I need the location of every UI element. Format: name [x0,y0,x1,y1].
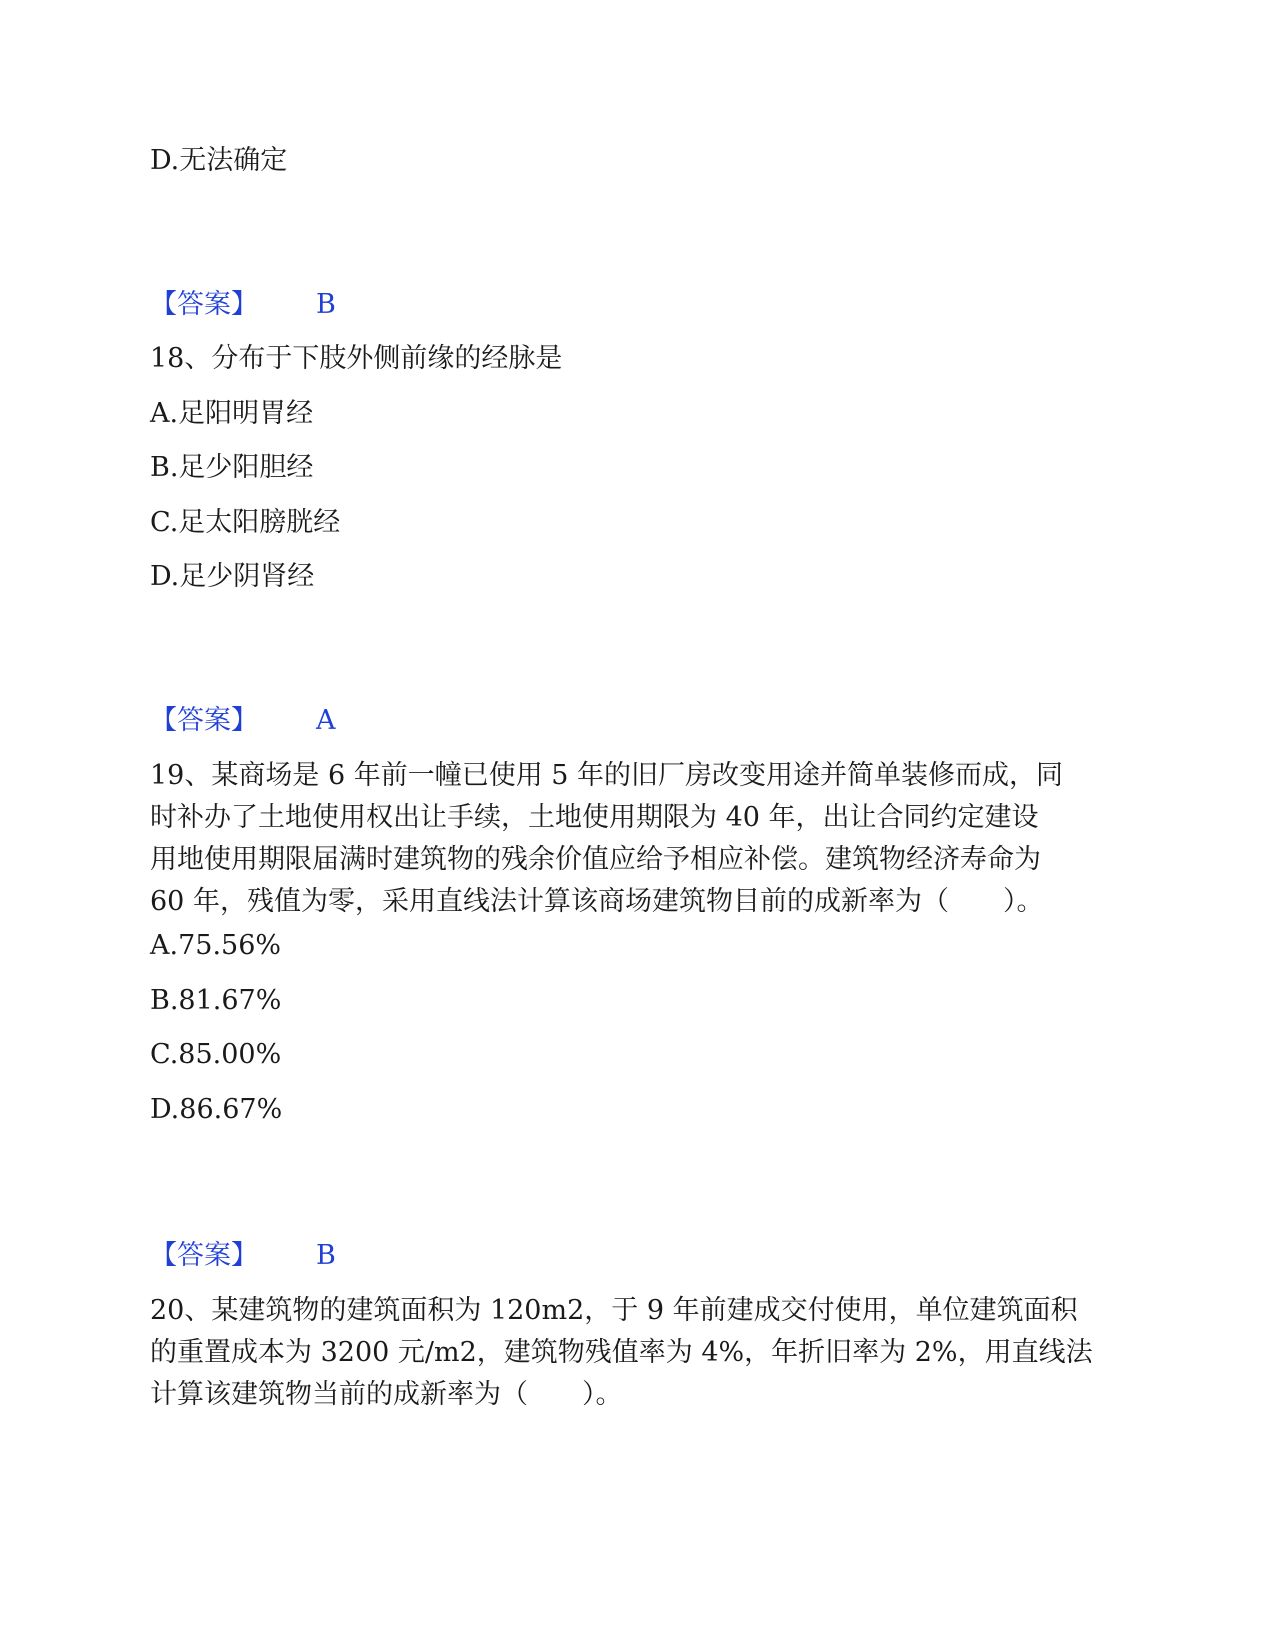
question-19 [150,755,1110,923]
q18-option-b: B.足少阳胆经 [150,452,314,483]
option-d-prev: D.无法确定 [150,145,288,176]
question-line: 用地使用期限届满时建筑物的残余价值应给予相应补偿。建筑物经济寿命为 [150,844,1041,875]
answer-value: B [316,289,336,320]
question-20 [150,1290,1110,1416]
question-line: 60 年，残值为零，采用直线法计算该商场建筑物目前的成新率为（ ）。 [150,886,1044,917]
q18-option-a: A.足阳明胃经 [150,398,314,429]
answer-q17 [150,284,336,326]
question-line: 的重置成本为 3200 元/m2，建筑物残值率为 4%，年折旧率为 2%，用直线法 [150,1337,1093,1368]
question-line: 19、某商场是 6 年前一幢已使用 5 年的旧厂房改变用途并简单装修而成，同 [150,760,1064,791]
answer-label: 【答案】 [150,705,258,736]
question-18: 18、分布于下肢外侧前缘的经脉是 [150,343,563,374]
q19-option-b: B.81.67% [150,985,282,1016]
answer-q18 [150,700,336,742]
question-line: 时补办了土地使用权出让手续，土地使用期限为 40 年，出让合同约定建设 [150,802,1039,833]
answer-value: A [316,705,336,736]
q19-option-a: A.75.56% [150,930,282,961]
answer-label: 【答案】 [150,1240,258,1271]
answer-q19 [150,1235,336,1277]
q18-option-d: D.足少阴肾经 [150,561,315,592]
q18-option-c: C.足太阳膀胱经 [150,507,341,538]
question-line: 计算该建筑物当前的成新率为（ ）。 [150,1379,623,1410]
q19-option-d: D.86.67% [150,1094,283,1125]
answer-label: 【答案】 [150,289,258,320]
q19-option-c: C.85.00% [150,1039,282,1070]
question-line: 20、某建筑物的建筑面积为 120m2，于 9 年前建成交付使用，单位建筑面积 [150,1295,1078,1326]
answer-value: B [316,1240,336,1271]
